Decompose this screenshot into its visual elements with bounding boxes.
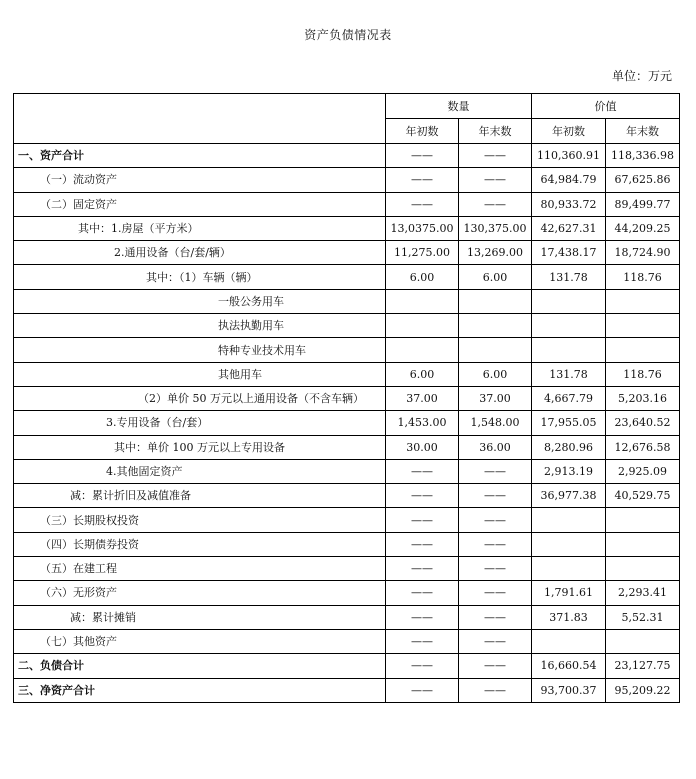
value-end-cell xyxy=(606,338,680,362)
value-begin-cell: 17,955.05 xyxy=(532,411,606,435)
balance-sheet-table xyxy=(13,93,680,703)
quantity-begin-cell: —— xyxy=(386,192,459,216)
value-end-cell xyxy=(606,557,680,581)
row-label: （六）无形资产 xyxy=(14,581,386,605)
quantity-begin-cell: —— xyxy=(386,459,459,483)
quantity-end-cell: —— xyxy=(459,192,532,216)
value-begin-cell xyxy=(532,532,606,556)
quantity-begin-cell: —— xyxy=(386,605,459,629)
unit-label: 单位：万元 xyxy=(611,69,672,83)
value-end-cell: 118.76 xyxy=(606,362,680,386)
quantity-begin-cell: —— xyxy=(386,508,459,532)
value-begin-cell: 93,700.37 xyxy=(532,678,606,702)
value-end-cell: 2,925.09 xyxy=(606,459,680,483)
row-label: 减：累计折旧及减值准备 xyxy=(14,484,386,508)
value-begin-cell xyxy=(532,338,606,362)
table-row xyxy=(14,581,680,605)
quantity-end-cell: 13,269.00 xyxy=(459,241,532,265)
value-end-cell xyxy=(606,532,680,556)
value-begin-cell: 131.78 xyxy=(532,362,606,386)
quantity-begin-cell: 30.00 xyxy=(386,435,459,459)
row-label: （五）在建工程 xyxy=(14,557,386,581)
value-begin-cell xyxy=(532,629,606,653)
value-end-cell: 12,676.58 xyxy=(606,435,680,459)
quantity-begin-cell: 1,453.00 xyxy=(386,411,459,435)
value-begin-cell: 64,984.79 xyxy=(532,168,606,192)
table-row xyxy=(14,192,680,216)
table-row xyxy=(14,557,680,581)
quantity-begin-cell: 6.00 xyxy=(386,265,459,289)
quantity-end-cell: 36.00 xyxy=(459,435,532,459)
quantity-begin-cell: —— xyxy=(386,144,459,168)
value-begin-cell: 17,438.17 xyxy=(532,241,606,265)
quantity-begin-cell xyxy=(386,314,459,338)
table-row xyxy=(14,216,680,240)
row-label: 二、负债合计 xyxy=(14,654,386,678)
quantity-end-cell: —— xyxy=(459,484,532,508)
value-begin-cell: 8,280.96 xyxy=(532,435,606,459)
quantity-end-cell: —— xyxy=(459,532,532,556)
value-end-cell: 23,127.75 xyxy=(606,654,680,678)
quantity-end-cell: 130,375.00 xyxy=(459,216,532,240)
table-row xyxy=(14,629,680,653)
value-end-cell xyxy=(606,289,680,313)
row-label: 其他用车 xyxy=(14,362,386,386)
quantity-end-cell xyxy=(459,289,532,313)
row-label: （四）长期债券投资 xyxy=(14,532,386,556)
header-row-1 xyxy=(14,94,680,119)
row-label: 3.专用设备（台/套） xyxy=(14,411,386,435)
row-label: 其中：1.房屋（平方米） xyxy=(14,216,386,240)
row-label: 一般公务用车 xyxy=(14,289,386,313)
quantity-end-cell: —— xyxy=(459,459,532,483)
value-end-cell: 5,203.16 xyxy=(606,386,680,410)
quantity-end-cell: 6.00 xyxy=(459,362,532,386)
value-begin-cell: 131.78 xyxy=(532,265,606,289)
table-row xyxy=(14,144,680,168)
header-value: 价值 xyxy=(532,94,680,119)
row-label: （一）流动资产 xyxy=(14,168,386,192)
table-row xyxy=(14,386,680,410)
header-value-end: 年末数 xyxy=(606,119,680,144)
quantity-end-cell: —— xyxy=(459,557,532,581)
row-label: （七）其他资产 xyxy=(14,629,386,653)
row-label: 其中：（1）车辆（辆） xyxy=(14,265,386,289)
row-label: 4.其他固定资产 xyxy=(14,459,386,483)
page-title: 资产负债情况表 xyxy=(304,28,392,42)
value-end-cell: 95,209.22 xyxy=(606,678,680,702)
value-end-cell: 23,640.52 xyxy=(606,411,680,435)
table-row xyxy=(14,168,680,192)
row-label: 一、资产合计 xyxy=(14,144,386,168)
value-begin-cell: 110,360.91 xyxy=(532,144,606,168)
row-label: 特种专业技术用车 xyxy=(14,338,386,362)
header-quantity-end: 年末数 xyxy=(459,119,532,144)
quantity-end-cell: —— xyxy=(459,581,532,605)
quantity-end-cell: 1,548.00 xyxy=(459,411,532,435)
table-row xyxy=(14,459,680,483)
value-begin-cell: 1,791.61 xyxy=(532,581,606,605)
value-begin-cell: 371.83 xyxy=(532,605,606,629)
quantity-end-cell: —— xyxy=(459,654,532,678)
value-end-cell: 5,52.31 xyxy=(606,605,680,629)
value-begin-cell: 2,913.19 xyxy=(532,459,606,483)
table-row xyxy=(14,241,680,265)
quantity-begin-cell: —— xyxy=(386,532,459,556)
value-begin-cell xyxy=(532,508,606,532)
quantity-begin-cell: —— xyxy=(386,581,459,605)
row-label: 三、净资产合计 xyxy=(14,678,386,702)
header-blank-cell xyxy=(14,94,386,144)
table-row xyxy=(14,508,680,532)
quantity-end-cell: 6.00 xyxy=(459,265,532,289)
row-label: 减：累计摊销 xyxy=(14,605,386,629)
table-row xyxy=(14,532,680,556)
quantity-begin-cell: —— xyxy=(386,557,459,581)
table-row xyxy=(14,338,680,362)
quantity-begin-cell xyxy=(386,338,459,362)
value-begin-cell: 80,933.72 xyxy=(532,192,606,216)
quantity-end-cell: —— xyxy=(459,144,532,168)
row-label: 其中：单价 100 万元以上专用设备 xyxy=(14,435,386,459)
value-begin-cell xyxy=(532,289,606,313)
value-begin-cell: 36,977.38 xyxy=(532,484,606,508)
value-end-cell: 118,336.98 xyxy=(606,144,680,168)
table-row xyxy=(14,265,680,289)
quantity-begin-cell: —— xyxy=(386,629,459,653)
header-quantity: 数量 xyxy=(386,94,532,119)
table-row xyxy=(14,435,680,459)
quantity-end-cell: —— xyxy=(459,508,532,532)
quantity-end-cell xyxy=(459,338,532,362)
row-label: 执法执勤用车 xyxy=(14,314,386,338)
value-begin-cell: 42,627.31 xyxy=(532,216,606,240)
header-value-begin: 年初数 xyxy=(532,119,606,144)
quantity-begin-cell: —— xyxy=(386,484,459,508)
value-begin-cell: 4,667.79 xyxy=(532,386,606,410)
quantity-end-cell xyxy=(459,314,532,338)
row-label: （2）单价 50 万元以上通用设备（不含车辆） xyxy=(14,386,386,410)
quantity-begin-cell: —— xyxy=(386,654,459,678)
quantity-begin-cell: 11,275.00 xyxy=(386,241,459,265)
row-label: （二）固定资产 xyxy=(14,192,386,216)
quantity-begin-cell: —— xyxy=(386,678,459,702)
table-row xyxy=(14,654,680,678)
quantity-end-cell: —— xyxy=(459,629,532,653)
value-end-cell xyxy=(606,314,680,338)
value-end-cell: 40,529.75 xyxy=(606,484,680,508)
table-row xyxy=(14,362,680,386)
quantity-end-cell: —— xyxy=(459,605,532,629)
value-end-cell: 89,499.77 xyxy=(606,192,680,216)
row-label: 2.通用设备（台/套/辆） xyxy=(14,241,386,265)
quantity-begin-cell: —— xyxy=(386,168,459,192)
quantity-begin-cell xyxy=(386,289,459,313)
table-row xyxy=(14,289,680,313)
value-end-cell: 2,293.41 xyxy=(606,581,680,605)
quantity-begin-cell: 37.00 xyxy=(386,386,459,410)
table-row xyxy=(14,484,680,508)
quantity-end-cell: —— xyxy=(459,168,532,192)
table-row xyxy=(14,605,680,629)
value-end-cell: 118.76 xyxy=(606,265,680,289)
quantity-end-cell: —— xyxy=(459,678,532,702)
value-begin-cell xyxy=(532,557,606,581)
value-end-cell: 67,625.86 xyxy=(606,168,680,192)
row-label: （三）长期股权投资 xyxy=(14,508,386,532)
value-end-cell xyxy=(606,508,680,532)
quantity-end-cell: 37.00 xyxy=(459,386,532,410)
value-begin-cell: 16,660.54 xyxy=(532,654,606,678)
table-row xyxy=(14,314,680,338)
value-end-cell xyxy=(606,629,680,653)
table-row xyxy=(14,678,680,702)
value-begin-cell xyxy=(532,314,606,338)
value-end-cell: 18,724.90 xyxy=(606,241,680,265)
table-row xyxy=(14,411,680,435)
value-end-cell: 44,209.25 xyxy=(606,216,680,240)
quantity-begin-cell: 13,0375.00 xyxy=(386,216,459,240)
header-quantity-begin: 年初数 xyxy=(386,119,459,144)
quantity-begin-cell: 6.00 xyxy=(386,362,459,386)
